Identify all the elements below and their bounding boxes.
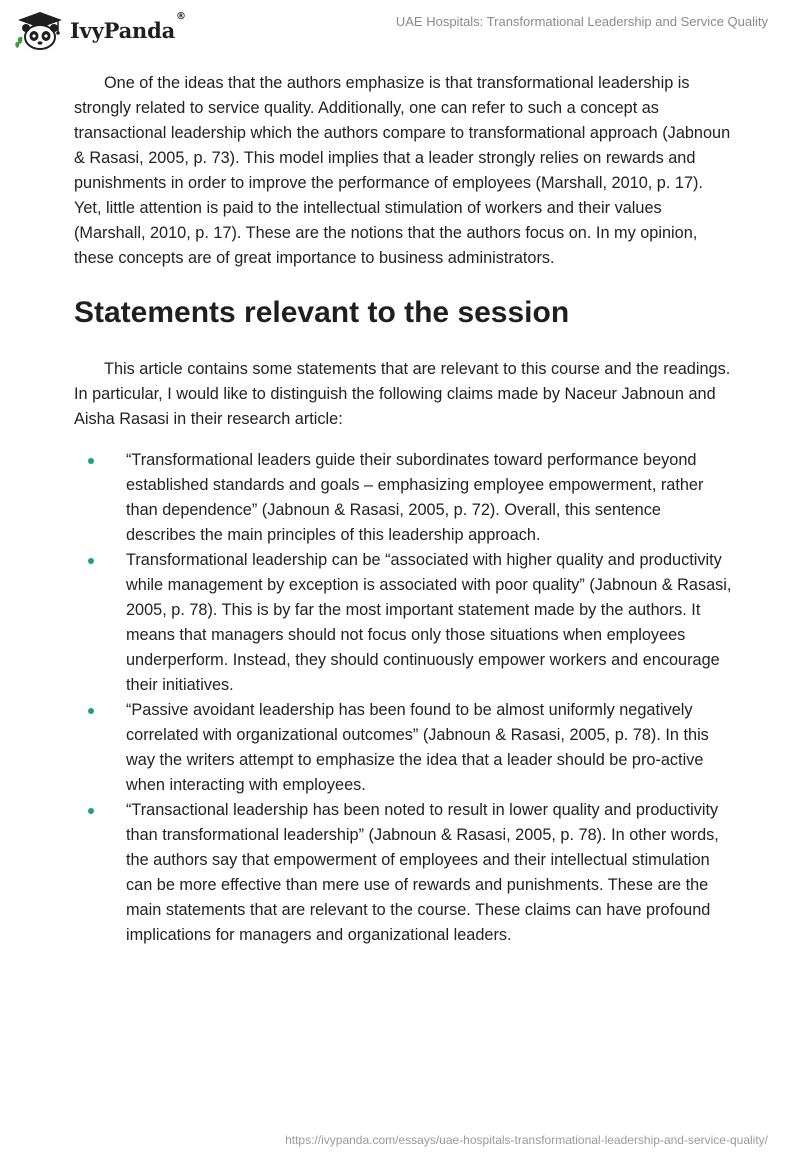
source-url-link[interactable]: https://ivypanda.com/essays/uae-hospitals-transformational-leadership-and-service-quality/ (285, 1133, 768, 1147)
section-heading: Statements relevant to the session (74, 296, 570, 329)
brand-name: IvyPanda® (70, 10, 186, 43)
essay-content (74, 71, 734, 948)
list-item (74, 548, 734, 698)
document-title: UAE Hospitals: Transformational Leadership and Service Quality (395, 14, 768, 29)
section-intro-paragraph: This article contains some statements that are relevant to this course and the readings. In particular, I would like to distinguish the following claims made by Naceur Jabnoun and Aisha Rasasi in their research article: (74, 360, 731, 428)
claim-text: Transformational leadership can be “associated with higher quality and productivity while management by exception is associated with poor quality” (Jabnoun & Rasasi, 2005, p. 78). This is by far the most important statement made by the authors. It means that managers should not focus only those situations when employees underperform. Instead, they should continuously empower workers and encourage their initiatives. (126, 551, 732, 694)
list-item (74, 448, 734, 548)
list-item (74, 798, 734, 948)
claim-text: “Passive avoidant leadership has been found to be almost uniformly negatively correlated with organizational outcomes” (Jabnoun & Rasasi, 2005, p. 78). In this way the writers attempt to emphasize the idea that a leader should be pro-active when interacting with employees. (126, 701, 709, 794)
claims-list (74, 448, 734, 948)
claim-text: “Transactional leadership has been noted to result in lower quality and productivity than transformational leadership” (Jabnoun & Rasasi, 2005, p. 78). In other words, the authors say that empowerment of employees and their intellectual stimulation can be more effective than mere use of rewards and punishments. These are the main statements that are relevant to the course. These claims can have profound implications for managers and organizational leaders. (126, 801, 719, 944)
bullet-icon (88, 808, 94, 814)
bullet-icon (88, 708, 94, 714)
registered-mark: ® (176, 10, 186, 22)
intro-paragraph: One of the ideas that the authors emphasize is that transformational leadership is strongly related to service quality. Additionally, one can refer to such a concept as transactional leadership which the authors compare to transformational approach (Jabnoun & Rasasi, 2005, p. 73). This model implies that a leader strongly relies on rewards and punishments in order to improve the performance of employees (Marshall, 2010, p. 17). Yet, little attention is paid to the intellectual stimulation of workers and their values (Marshall, 2010, p. 17). These are the notions that the authors focus on. In my opinion, these concepts are of great importance to business administrators. (74, 74, 731, 267)
claim-text: “Transformational leaders guide their subordinates toward performance beyond established standards and goals – emphasizing employee empowerment, rather than dependence” (Jabnoun & Rasasi, 2005, p. 72). Overall, this sentence describes the main principles of this leadership approach. (126, 451, 704, 544)
ivypanda-logo[interactable] (14, 10, 186, 50)
bullet-icon (88, 558, 94, 564)
bullet-icon (88, 458, 94, 464)
page-header (0, 0, 800, 60)
panda-logo-icon (14, 10, 66, 50)
list-item (74, 698, 734, 798)
